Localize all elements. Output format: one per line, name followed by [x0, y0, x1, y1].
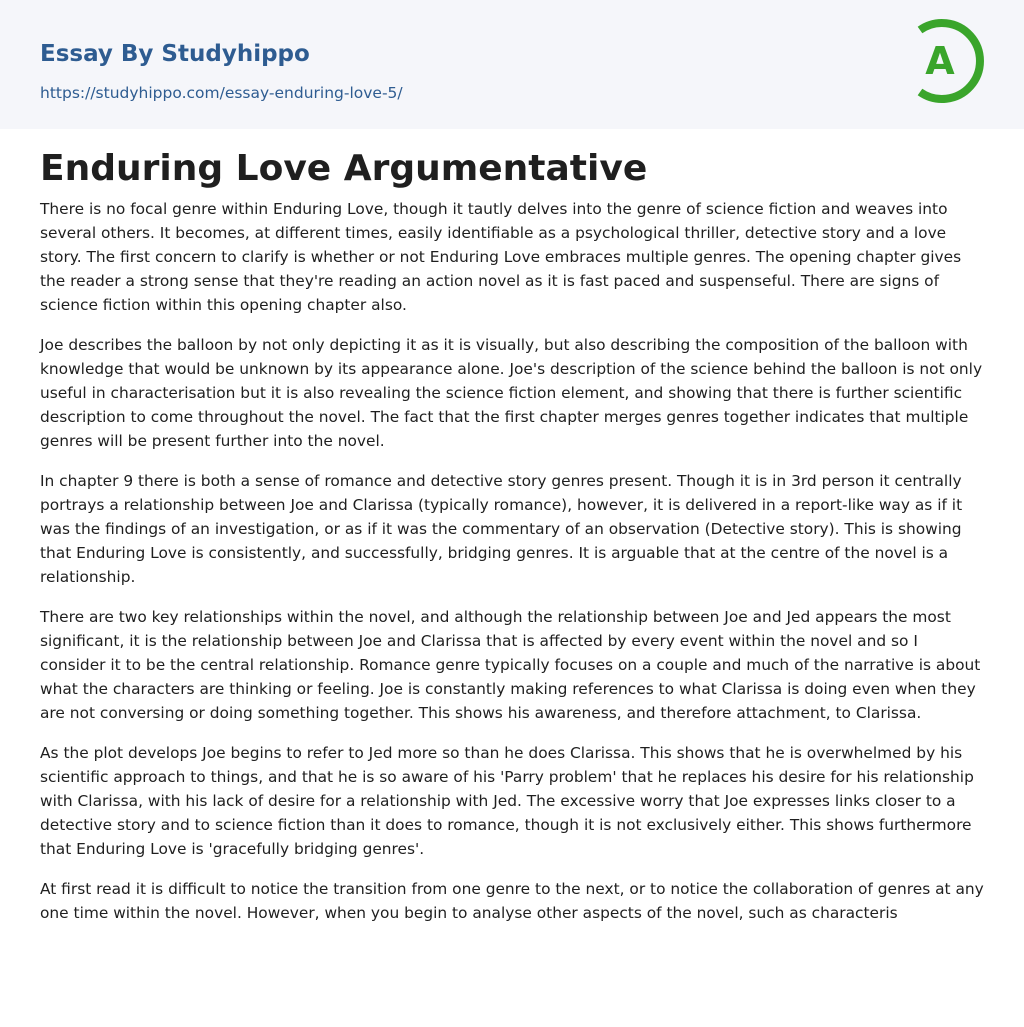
logo-letter: A: [925, 39, 955, 83]
studyhippo-logo-icon[interactable]: [912, 18, 986, 104]
site-brand[interactable]: Essay By Studyhippo: [40, 41, 310, 67]
paragraph-1: There is no focal genre within Enduring Love, though it tautly delves into the genre of science fiction and weaves into several others. It becomes, at different times, easily identifiable as a psychological thriller, detective story and a love story. The first concern to clarify is whether or not Enduring Love embraces multiple genres. The opening chapter gives the reader a strong sense that they're reading an action novel as it is fast paced and suspenseful. There are signs of science fiction within this opening chapter also.: [40, 200, 962, 314]
paragraph-2: Joe describes the balloon by not only depicting it as it is visually, but also describing the composition of the balloon with knowledge that would be unknown by its appearance alone. Joe's description of the science behind the balloon is not only useful in characterisation but it is also revealing the science fiction element, and showing that there is further scientific description to come throughout the novel. The fact that the first chapter merges genres together indicates that multiple genres will be present further into the novel.: [40, 336, 983, 450]
paragraph-6: At first read it is difficult to notice the transition from one genre to the next, or to notice the collaboration of genres at any one time within the novel. However, when you begin to analyse other aspects of the novel, such as characteris: [40, 880, 984, 922]
site-header: [0, 0, 1024, 129]
paragraph-4: There are two key relationships within the novel, and although the relationship between Joe and Jed appears the most significant, it is the relationship between Joe and Clarissa that is affected by every event within the novel and so I consider it to be the central relationship. Romance genre typically focuses on a couple and much of the narrative is about what the characters are thinking or feeling. Joe is constantly making references to what Clarissa is doing even when they are not conversing or doing something together. This shows his awareness, and therefore attachment, to Clarissa.: [40, 608, 981, 722]
paragraph-3: In chapter 9 there is both a sense of romance and detective story genres present. Though it is in 3rd person it centrally portrays a relationship between Joe and Clarissa (typically romance), however, it is delivered in a report-like way as if it was the findings of an investigation, or as if it was the commentary of an observation (Detective story). This is showing that Enduring Love is consistently, and successfully, bridging genres. It is arguable that at the centre of the novel is a relationship.: [40, 472, 963, 586]
paragraph-5: As the plot develops Joe begins to refer to Jed more so than he does Clarissa. This shows that he is overwhelmed by his scientific approach to things, and that he is so aware of his 'Parry problem' that he replaces his desire for his relationship with Clarissa, with his lack of desire for a relationship with Jed. The excessive worry that Joe expresses links closer to a detective story and to science fiction than it does to romance, though it is not exclusively either. This shows furthermore that Enduring Love is 'gracefully bridging genres'.: [40, 744, 974, 858]
article-body: [0, 129, 1024, 925]
page-title: Enduring Love Argumentative: [40, 148, 648, 189]
essay-url-link[interactable]: https://studyhippo.com/essay-enduring-love-5/: [40, 84, 403, 102]
